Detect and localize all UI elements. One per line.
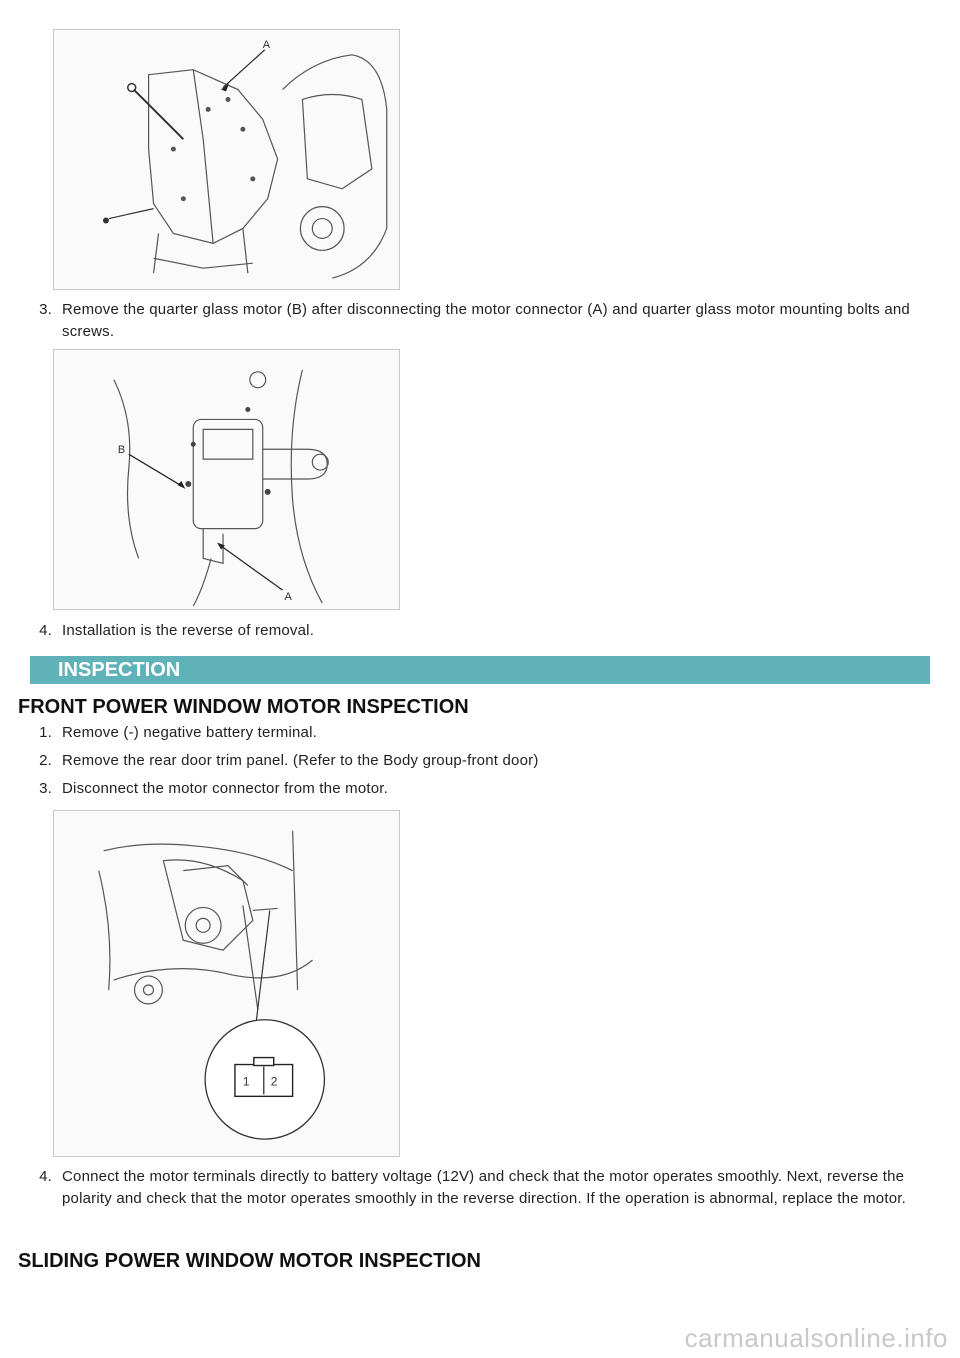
inspection-heading: INSPECTION bbox=[30, 656, 930, 684]
quarter-glass-motor-illustration bbox=[54, 350, 399, 609]
quarter-glass-motor-figure bbox=[53, 349, 400, 610]
front-step-1: 1. Remove (-) negative battery terminal. bbox=[39, 724, 317, 741]
sliding-power-window-title: SLIDING POWER WINDOW MOTOR INSPECTION bbox=[18, 1250, 481, 1272]
removal-step-3: 3. Remove the quarter glass motor (B) after disconnecting the motor connector (A) and quarter glass motor mounting bolts and screws. bbox=[39, 301, 910, 340]
quarter-trim-figure bbox=[53, 29, 400, 290]
callout-a-label: A bbox=[262, 38, 271, 51]
front-power-window-title: FRONT POWER WINDOW MOTOR INSPECTION bbox=[18, 696, 469, 718]
removal-step-4: 4. Installation is the reverse of removal. bbox=[39, 622, 315, 639]
callout-b-label: B bbox=[117, 444, 126, 457]
connector-pin-1: 1 bbox=[242, 1074, 250, 1089]
front-step-3: 3. Disconnect the motor connector from the motor. bbox=[39, 780, 389, 797]
front-step-2: 2. Remove the rear door trim panel. (Refer to the Body group-front door) bbox=[39, 752, 539, 769]
front-window-motor-connector-figure bbox=[53, 810, 400, 1157]
connector-pin-2: 2 bbox=[270, 1074, 278, 1089]
watermark: carmanualsonline.info bbox=[684, 1323, 948, 1353]
callout-a-label: A bbox=[284, 591, 292, 604]
front-window-motor-illustration bbox=[54, 811, 399, 1156]
front-step-4: 4. Connect the motor terminals directly to battery voltage (12V) and check that the motor operates smoothly. Next, reverse the polarity and check that the motor operates smoothly in the reverse direction. If the operation is abnormal, replace the motor. bbox=[39, 1168, 906, 1207]
quarter-trim-illustration bbox=[54, 30, 399, 289]
